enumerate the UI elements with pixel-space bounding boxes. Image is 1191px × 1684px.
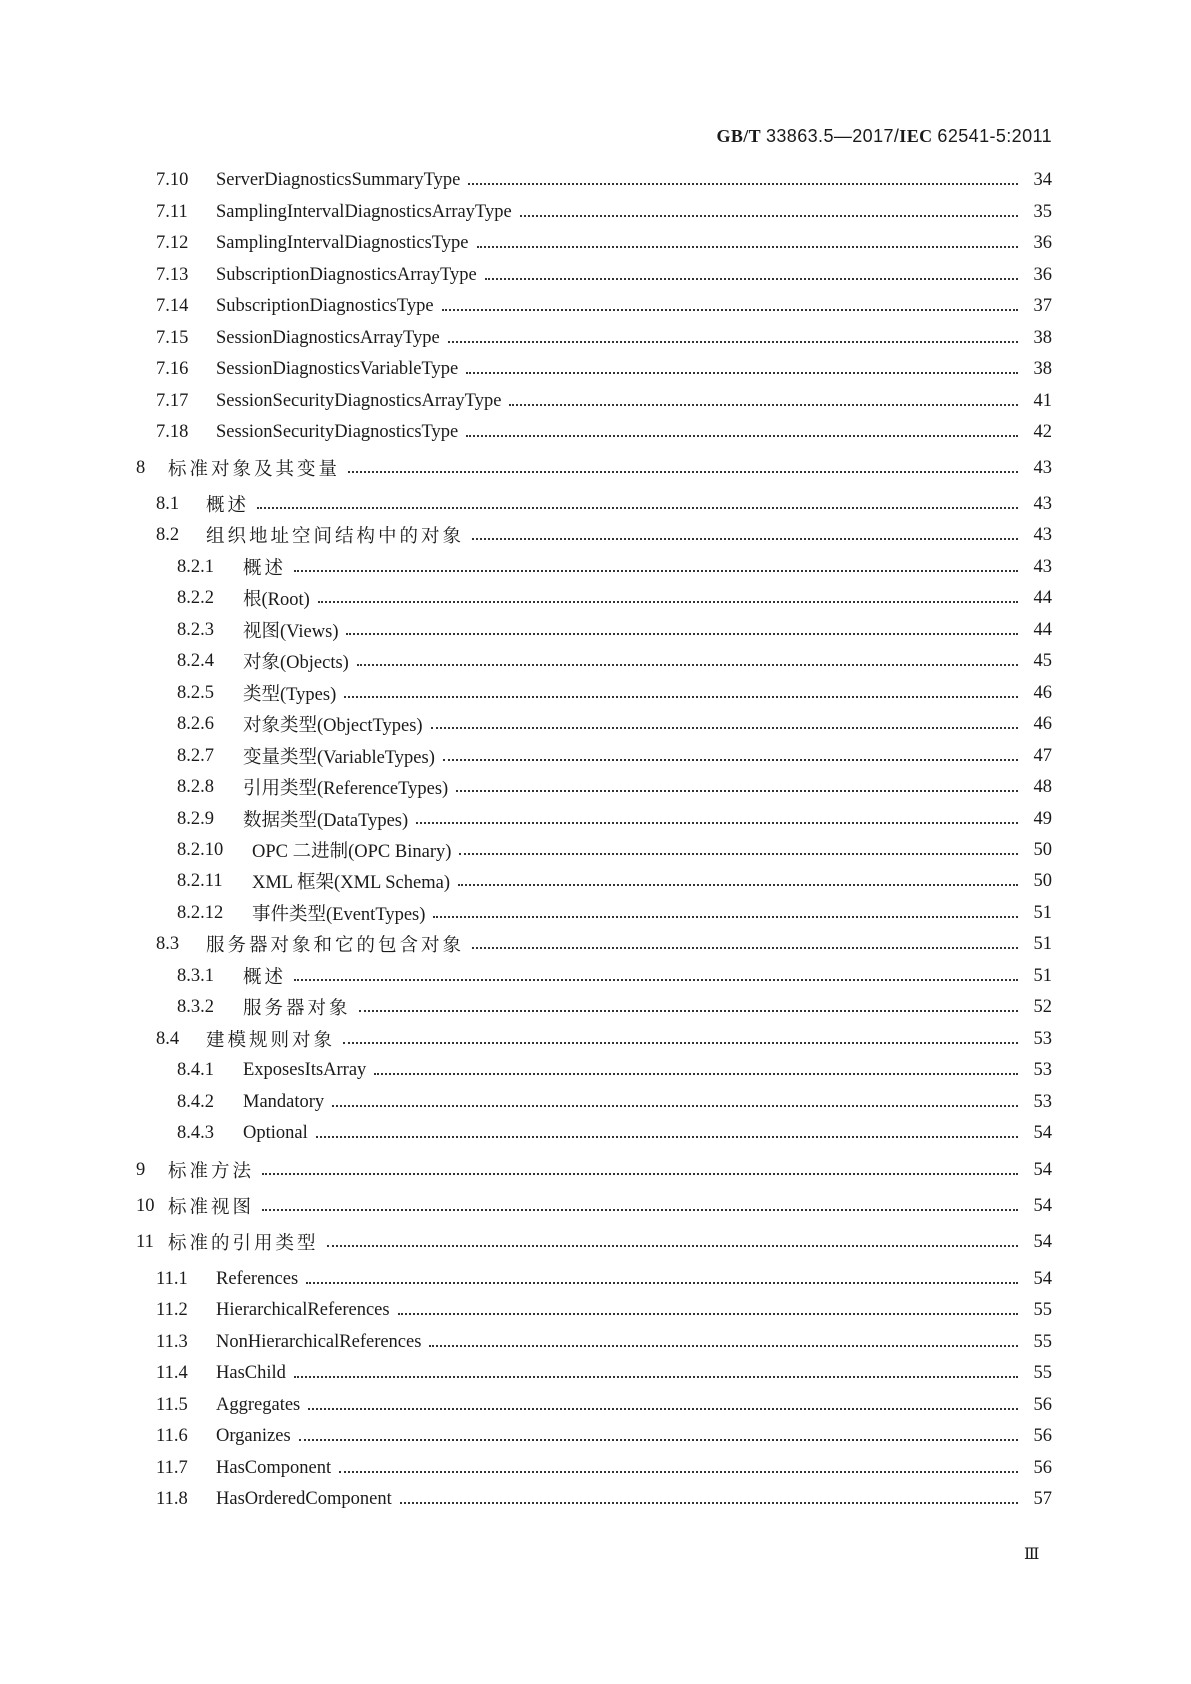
toc-entry-page: 48 — [1033, 776, 1052, 797]
toc-entry[interactable] — [177, 742, 1052, 770]
toc-entry[interactable] — [177, 1119, 1052, 1147]
toc-entry-number: 11.8 — [156, 1488, 188, 1509]
toc-entry[interactable] — [156, 1328, 1052, 1356]
toc-entry-title: 标准视图 — [168, 1198, 255, 1218]
dot-leader — [509, 404, 1018, 406]
toc-entry-page: 50 — [1033, 839, 1052, 860]
toc-entry-number: 8.2.12 — [177, 902, 224, 923]
toc-entry-title: HasChild — [216, 1362, 286, 1383]
toc-entry-page: 56 — [1033, 1425, 1052, 1446]
toc-entry[interactable] — [177, 1088, 1052, 1116]
dot-leader — [398, 1313, 1018, 1315]
toc-entry-title: 对象类型(ObjectTypes) — [243, 716, 423, 736]
toc-entry-title: SubscriptionDiagnosticsType — [216, 295, 434, 316]
toc-entry-number: 11.2 — [156, 1299, 188, 1320]
dot-leader — [520, 215, 1018, 217]
toc-entry-page: 37 — [1033, 295, 1052, 316]
toc-entry-page: 53 — [1033, 1091, 1052, 1112]
dot-leader — [429, 1345, 1018, 1347]
toc-entry-title: SamplingIntervalDiagnosticsArrayType — [216, 201, 512, 222]
toc-entry-page: 54 — [1033, 1122, 1052, 1143]
toc-entry-title: HasComponent — [216, 1457, 332, 1478]
toc-entry-page: 44 — [1033, 619, 1052, 640]
toc-entry-title: 类型(Types) — [243, 685, 337, 705]
toc-entry-page: 43 — [1033, 556, 1052, 577]
dot-leader — [442, 309, 1018, 311]
dot-leader — [339, 1471, 1018, 1473]
dot-leader — [348, 471, 1018, 473]
toc-entry-number: 11.4 — [156, 1362, 188, 1383]
toc-entry-title: SubscriptionDiagnosticsArrayType — [216, 264, 477, 285]
dot-leader — [257, 507, 1018, 509]
toc-entry-title: 服务器对象 — [243, 999, 351, 1019]
toc-entry-page: 56 — [1033, 1457, 1052, 1478]
toc-entry[interactable] — [156, 1296, 1052, 1324]
toc-entry[interactable] — [136, 1228, 1052, 1256]
dot-leader — [332, 1105, 1018, 1107]
toc-entry-page: 43 — [1033, 524, 1052, 545]
toc-entry-page: 43 — [1033, 457, 1052, 478]
toc-entry[interactable] — [156, 930, 1052, 958]
toc-entry-title: Aggregates — [216, 1394, 301, 1415]
standard-prefix: GB/T — [716, 126, 762, 146]
toc-entry-title: 视图(Views) — [243, 622, 339, 642]
toc-entry-number: 11 — [136, 1231, 154, 1252]
toc-entry-title: 标准对象及其变量 — [168, 460, 341, 480]
toc-entry-title: 事件类型(EventTypes) — [252, 905, 426, 925]
toc-entry-title: ExposesItsArray — [243, 1059, 367, 1080]
dot-leader — [308, 1408, 1018, 1410]
toc-entry[interactable] — [177, 553, 1052, 581]
toc-entry[interactable] — [177, 899, 1052, 927]
toc-entry-page: 36 — [1033, 264, 1052, 285]
toc-entry-page: 55 — [1033, 1299, 1052, 1320]
toc-entry-page: 53 — [1033, 1059, 1052, 1080]
dot-leader — [431, 727, 1018, 729]
toc-entry-title: HierarchicalReferences — [216, 1299, 390, 1320]
toc-entry[interactable] — [177, 616, 1052, 644]
toc-entry-title: 对象(Objects) — [243, 653, 349, 673]
toc-entry[interactable] — [156, 1485, 1052, 1513]
dot-leader — [299, 1439, 1018, 1441]
toc-entry-number: 8.2 — [156, 524, 180, 545]
toc-entry-number: 11.1 — [156, 1268, 188, 1289]
dot-leader — [357, 664, 1018, 666]
toc-entry-page: 54 — [1033, 1268, 1052, 1289]
toc-entry[interactable] — [177, 805, 1052, 833]
toc-entry-page: 42 — [1033, 421, 1052, 442]
toc-entry[interactable] — [156, 261, 1052, 289]
toc-entry-page: 51 — [1033, 933, 1052, 954]
dot-leader — [262, 1173, 1018, 1175]
toc-entry[interactable] — [177, 584, 1052, 612]
toc-entry-number: 8.2.4 — [177, 650, 214, 671]
toc-entry[interactable] — [156, 1422, 1052, 1450]
toc-entry-page: 55 — [1033, 1331, 1052, 1352]
dot-leader — [316, 1136, 1018, 1138]
dot-leader — [262, 1209, 1018, 1211]
toc-entry-page: 45 — [1033, 650, 1052, 671]
toc-entry-page: 46 — [1033, 713, 1052, 734]
dot-leader — [466, 372, 1018, 374]
dot-leader — [443, 759, 1018, 761]
toc-entry-number: 11.7 — [156, 1457, 188, 1478]
toc-entry[interactable] — [156, 198, 1052, 226]
toc-entry-number: 8.3.1 — [177, 965, 214, 986]
toc-entry-title: SessionSecurityDiagnosticsType — [216, 421, 459, 442]
toc-entry-page: 52 — [1033, 996, 1052, 1017]
toc-entry[interactable] — [136, 1192, 1052, 1220]
toc-entry-number: 8.4 — [156, 1028, 180, 1049]
dot-leader — [448, 341, 1018, 343]
dot-leader — [294, 979, 1018, 981]
toc-entry-number: 8.2.3 — [177, 619, 214, 640]
toc-entry-title: XML 框架(XML Schema) — [252, 873, 450, 893]
toc-entry[interactable] — [156, 490, 1052, 518]
toc-entry-page: 55 — [1033, 1362, 1052, 1383]
toc-entry-page: 54 — [1033, 1159, 1052, 1180]
toc-entry-number: 8.3 — [156, 933, 180, 954]
toc-entry[interactable] — [156, 355, 1052, 383]
toc-entry-page: 38 — [1033, 358, 1052, 379]
toc-entry-number: 8.2.8 — [177, 776, 214, 797]
toc-entry-number: 7.12 — [156, 232, 189, 253]
toc-entry[interactable] — [177, 647, 1052, 675]
toc-entry-page: 51 — [1033, 902, 1052, 923]
toc-entry[interactable] — [156, 1391, 1052, 1419]
toc-entry-number: 8.2.2 — [177, 587, 214, 608]
dot-leader — [477, 246, 1018, 248]
toc-entry-number: 8.2.9 — [177, 808, 214, 829]
page-number: Ⅲ — [1024, 1546, 1039, 1563]
toc-entry-number: 8.4.3 — [177, 1122, 214, 1143]
dot-leader — [472, 947, 1018, 949]
toc-entry[interactable] — [156, 418, 1052, 446]
toc-entry-page: 44 — [1033, 587, 1052, 608]
toc-entry-number: 8 — [136, 457, 146, 478]
toc-entry-number: 8.1 — [156, 493, 180, 514]
toc-entry[interactable] — [177, 962, 1052, 990]
toc-entry-number: 8.4.2 — [177, 1091, 214, 1112]
standard-number: 33863.5—2017/ — [765, 126, 900, 146]
toc-entry-number: 7.13 — [156, 264, 189, 285]
toc-entry-number: 8.2.10 — [177, 839, 224, 860]
toc-entry-title: References — [216, 1268, 299, 1289]
dot-leader — [456, 790, 1018, 792]
toc-entry-number: 8.2.6 — [177, 713, 214, 734]
toc-entry-title: 根(Root) — [243, 590, 310, 610]
toc-entry-page: 50 — [1033, 870, 1052, 891]
dot-leader — [466, 435, 1018, 437]
toc-entry[interactable] — [177, 836, 1052, 864]
dot-leader — [400, 1502, 1018, 1504]
toc-entry-page: 53 — [1033, 1028, 1052, 1049]
toc-entry-title: Organizes — [216, 1425, 291, 1446]
iec-prefix: IEC — [899, 126, 933, 146]
toc-entry-title: 引用类型(ReferenceTypes) — [243, 779, 449, 799]
toc-entry-title: 概述 — [243, 559, 287, 579]
toc-entry-title: 数据类型(DataTypes) — [243, 811, 409, 831]
toc-entry[interactable] — [177, 867, 1052, 895]
toc-entry-number: 8.2.1 — [177, 556, 214, 577]
toc-entry-title: 概述 — [243, 968, 287, 988]
toc-entry-number: 7.16 — [156, 358, 189, 379]
toc-entry[interactable] — [156, 292, 1052, 320]
toc-entry-page: 54 — [1033, 1231, 1052, 1252]
toc-entry-number: 7.15 — [156, 327, 189, 348]
dot-leader — [472, 538, 1018, 540]
toc-entry-page: 54 — [1033, 1195, 1052, 1216]
toc-entry[interactable] — [177, 993, 1052, 1021]
toc-entry[interactable] — [156, 1265, 1052, 1293]
toc-entry-number: 11.6 — [156, 1425, 188, 1446]
toc-entry-page: 41 — [1033, 390, 1052, 411]
toc-entry-number: 10 — [136, 1195, 155, 1216]
toc-entry-title: Mandatory — [243, 1091, 325, 1112]
toc-entry[interactable] — [156, 166, 1052, 194]
toc-entry-title: SessionDiagnosticsArrayType — [216, 327, 440, 348]
toc-entry-number: 7.14 — [156, 295, 189, 316]
dot-leader — [306, 1282, 1018, 1284]
toc-entry-page: 51 — [1033, 965, 1052, 986]
toc-entry-title: 变量类型(VariableTypes) — [243, 748, 435, 768]
toc-entry-page: 34 — [1033, 169, 1052, 190]
toc-entry-title: NonHierarchicalReferences — [216, 1331, 422, 1352]
toc-entry-number: 7.10 — [156, 169, 189, 190]
toc-entry[interactable] — [156, 387, 1052, 415]
toc-entry-number: 9 — [136, 1159, 146, 1180]
dot-leader — [468, 183, 1018, 185]
dot-leader — [344, 696, 1018, 698]
toc-entry-title: SessionDiagnosticsVariableType — [216, 358, 459, 379]
toc-entry-number: 7.18 — [156, 421, 189, 442]
toc-entry-page: 36 — [1033, 232, 1052, 253]
toc-entry[interactable] — [156, 1359, 1052, 1387]
iec-number: 62541-5:2011 — [937, 126, 1052, 146]
toc-entry-page: 43 — [1033, 493, 1052, 514]
dot-leader — [327, 1245, 1018, 1247]
toc-entry-number: 8.2.7 — [177, 745, 214, 766]
dot-leader — [346, 633, 1018, 635]
toc-entry-number: 8.2.5 — [177, 682, 214, 703]
toc-entry[interactable] — [177, 1056, 1052, 1084]
toc-entry-page: 38 — [1033, 327, 1052, 348]
toc-entry-number: 7.11 — [156, 201, 188, 222]
toc-entry-title: HasOrderedComponent — [216, 1488, 392, 1509]
toc-entry[interactable] — [156, 324, 1052, 352]
toc-entry[interactable] — [177, 773, 1052, 801]
toc-entry-number: 8.2.11 — [177, 870, 223, 891]
toc-entry-title: OPC 二进制(OPC Binary) — [252, 842, 452, 862]
toc-entry[interactable] — [177, 679, 1052, 707]
toc-entry-page: 57 — [1033, 1488, 1052, 1509]
toc-entry-page: 47 — [1033, 745, 1052, 766]
toc-entry[interactable] — [136, 454, 1052, 482]
dot-leader — [459, 853, 1018, 855]
toc-entry-title: SamplingIntervalDiagnosticsType — [216, 232, 469, 253]
toc-entry[interactable] — [156, 1025, 1052, 1053]
toc-entry-number: 8.4.1 — [177, 1059, 214, 1080]
toc-entry-number: 11.5 — [156, 1394, 188, 1415]
toc-entry-title: 建模规则对象 — [206, 1031, 336, 1051]
dot-leader — [343, 1042, 1018, 1044]
dot-leader — [318, 601, 1018, 603]
dot-leader — [485, 278, 1018, 280]
toc-entry-title: 服务器对象和它的包含对象 — [206, 936, 465, 956]
dot-leader — [416, 822, 1018, 824]
toc-entry-title: SessionSecurityDiagnosticsArrayType — [216, 390, 502, 411]
toc-entry[interactable] — [136, 1156, 1052, 1184]
dot-leader — [433, 916, 1018, 918]
toc-entry-page: 35 — [1033, 201, 1052, 222]
toc-entry[interactable] — [156, 521, 1052, 549]
toc-entry-page: 49 — [1033, 808, 1052, 829]
toc-entry-title: 概述 — [206, 496, 250, 516]
dot-leader — [294, 1376, 1018, 1378]
toc-entry[interactable] — [177, 710, 1052, 738]
toc-entry-number: 7.17 — [156, 390, 189, 411]
toc-entry-title: 标准的引用类型 — [168, 1234, 319, 1254]
dot-leader — [374, 1073, 1018, 1075]
toc-entry[interactable] — [156, 1454, 1052, 1482]
toc-entry-title: 标准方法 — [168, 1162, 255, 1182]
dot-leader — [458, 884, 1018, 886]
toc-entry[interactable] — [156, 229, 1052, 257]
toc-entry-title: 组织地址空间结构中的对象 — [206, 527, 465, 547]
toc-entry-number: 8.3.2 — [177, 996, 214, 1017]
toc-entry-title: Optional — [243, 1122, 308, 1143]
toc-entry-number: 11.3 — [156, 1331, 188, 1352]
toc-entry-page: 46 — [1033, 682, 1052, 703]
toc-entry-title: ServerDiagnosticsSummaryType — [216, 169, 461, 190]
dot-leader — [359, 1010, 1018, 1012]
dot-leader — [294, 570, 1018, 572]
toc-entry-page: 56 — [1033, 1394, 1052, 1415]
